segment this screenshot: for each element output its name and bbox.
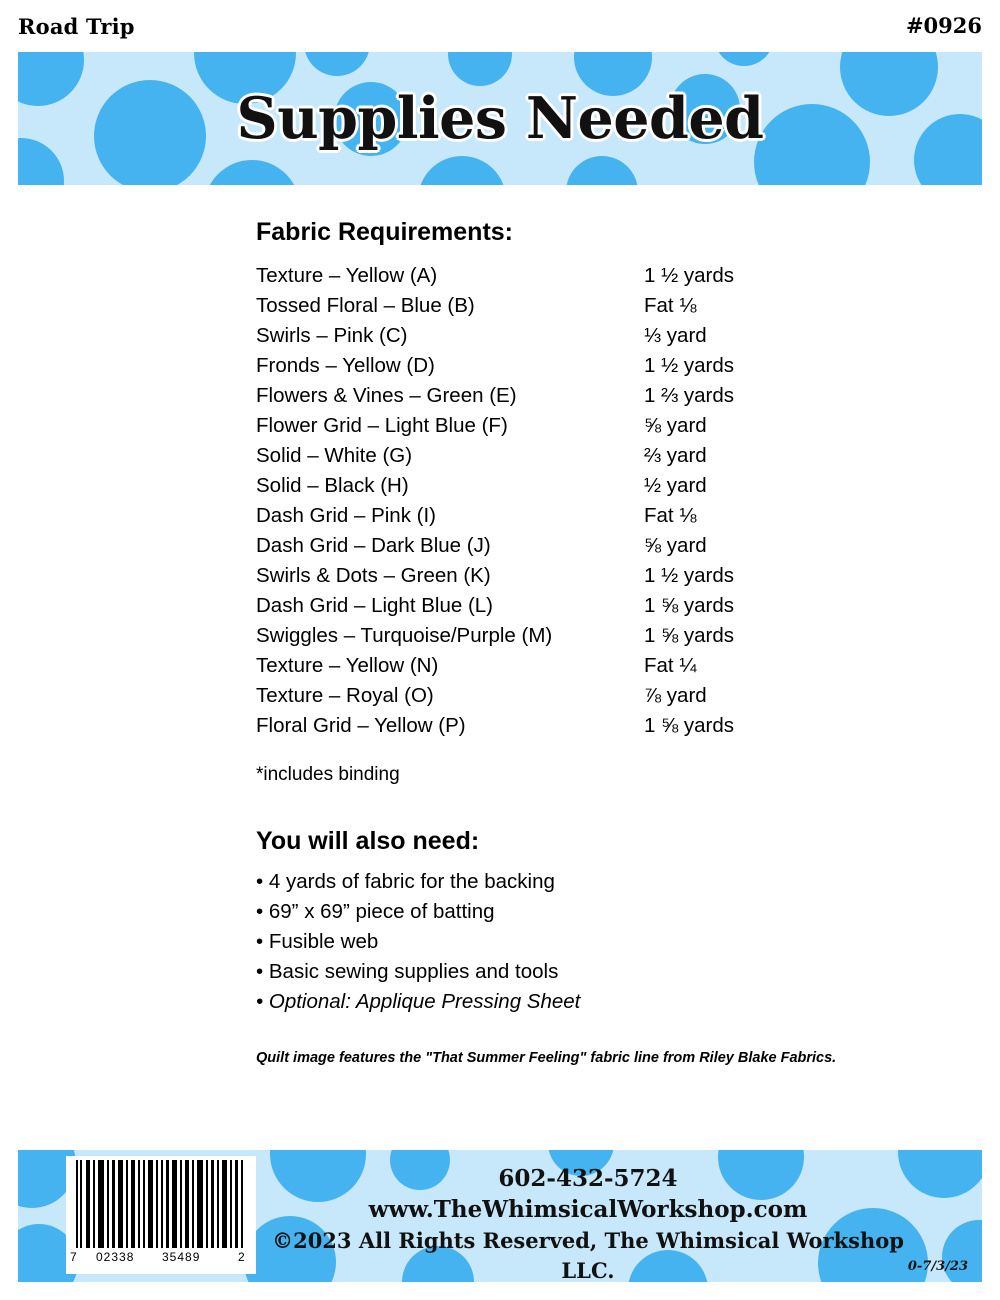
list-item xyxy=(256,411,956,441)
list-item xyxy=(256,621,956,651)
list-item xyxy=(256,291,956,321)
fabric-name: Dash Grid – Light Blue (L) xyxy=(256,594,494,617)
pattern-name: Road Trip xyxy=(18,14,135,39)
fabric-amount: ⅞ yard xyxy=(644,684,707,707)
fabric-amount: Fat ⅛ xyxy=(644,504,697,527)
fabric-amount: Fat ¼ xyxy=(644,654,697,677)
list-item xyxy=(256,471,956,501)
fabric-name: Swiggles – Turquoise/Purple (M) xyxy=(256,624,553,647)
fabric-name: Swirls – Pink (C) xyxy=(256,324,408,347)
fabric-name: Flower Grid – Light Blue (F) xyxy=(256,414,508,437)
fabric-name: Dash Grid – Dark Blue (J) xyxy=(256,534,491,557)
fabric-requirements-heading: Fabric Requirements: xyxy=(256,218,514,246)
list-item xyxy=(256,261,956,291)
fabric-name: Texture – Yellow (A) xyxy=(256,264,438,287)
supplies-content xyxy=(256,218,956,1066)
barcode xyxy=(66,1156,256,1274)
footer-website[interactable]: www.TheWhimsicalWorkshop.com xyxy=(368,1196,808,1223)
fabric-name: Tossed Floral – Blue (B) xyxy=(256,294,475,317)
fabric-amount: ⅓ yard xyxy=(644,324,707,347)
fabric-amount: 1 ½ yards xyxy=(644,264,735,287)
list-item xyxy=(256,531,956,561)
list-item xyxy=(256,681,956,711)
barcode-digit-group-2: 35489 xyxy=(162,1250,201,1264)
also-need-heading: You will also need: xyxy=(256,827,480,855)
fabric-amount: 1 ½ yards xyxy=(644,354,735,377)
fabric-name: Solid – Black (H) xyxy=(256,474,409,497)
list-item xyxy=(256,501,956,531)
list-item xyxy=(256,591,956,621)
fabric-name: Dash Grid – Pink (I) xyxy=(256,504,436,527)
fabric-amount: 1 ⅔ yards xyxy=(644,384,735,407)
fabric-amount: ⅔ yard xyxy=(644,444,707,467)
list-item: • Fusible web xyxy=(256,930,379,953)
list-item xyxy=(256,351,956,381)
also-need-list xyxy=(256,867,956,1017)
fabric-name: Flowers & Vines – Green (E) xyxy=(256,384,517,407)
list-item xyxy=(256,321,956,351)
list-item xyxy=(256,651,956,681)
list-item: • 4 yards of fabric for the backing xyxy=(256,870,555,893)
fabric-amount: ½ yard xyxy=(644,474,707,497)
barcode-bars xyxy=(76,1160,246,1248)
fabric-amount: Fat ⅛ xyxy=(644,294,697,317)
footer-contact-block xyxy=(268,1164,908,1282)
footer-phone: 602-432-5724 xyxy=(498,1165,678,1192)
list-item xyxy=(256,561,956,591)
footer-copyright: ©2023 All Rights Reserved, The Whimsical Workshop LLC. xyxy=(272,1228,904,1282)
fabric-name: Swirls & Dots – Green (K) xyxy=(256,564,491,587)
list-item: • 69” x 69” piece of batting xyxy=(256,900,495,923)
barcode-digit-group-1: 02338 xyxy=(96,1250,135,1264)
fabric-name: Texture – Royal (O) xyxy=(256,684,434,707)
fabric-amount: 1 ⅝ yards xyxy=(644,624,735,647)
fabric-amount: ⅝ yard xyxy=(644,414,707,437)
title-banner xyxy=(18,52,982,185)
fabric-name: Floral Grid – Yellow (P) xyxy=(256,714,466,737)
decorative-dot xyxy=(898,1150,982,1198)
list-item: • Optional: Applique Pressing Sheet xyxy=(256,990,581,1013)
fabric-name: Solid – White (G) xyxy=(256,444,413,467)
barcode-digit-left: 7 xyxy=(70,1250,78,1264)
list-item xyxy=(256,441,956,471)
fabric-amount: 1 ½ yards xyxy=(644,564,735,587)
list-item xyxy=(256,381,956,411)
list-item: • Basic sewing supplies and tools xyxy=(256,960,559,983)
fabric-line-credit: Quilt image features the "That Summer Feeling" fabric line from Riley Blake Fabrics. xyxy=(256,1050,837,1066)
pattern-number: #0926 xyxy=(905,13,982,38)
binding-note: *includes binding xyxy=(256,764,400,785)
list-item xyxy=(256,711,956,741)
fabric-amount: ⅝ yard xyxy=(644,534,707,557)
fabric-amount: 1 ⅝ yards xyxy=(644,594,735,617)
footer-revision-code: 0-7/3/23 xyxy=(907,1259,968,1274)
fabric-amount: 1 ⅝ yards xyxy=(644,714,735,737)
barcode-digit-right: 2 xyxy=(238,1250,246,1264)
document-footer xyxy=(18,1150,982,1282)
page-title: Supplies Needed xyxy=(236,85,764,152)
fabric-name: Fronds – Yellow (D) xyxy=(256,354,435,377)
fabric-requirements-list xyxy=(256,261,956,741)
document-header xyxy=(0,0,1000,52)
fabric-name: Texture – Yellow (N) xyxy=(256,654,439,677)
